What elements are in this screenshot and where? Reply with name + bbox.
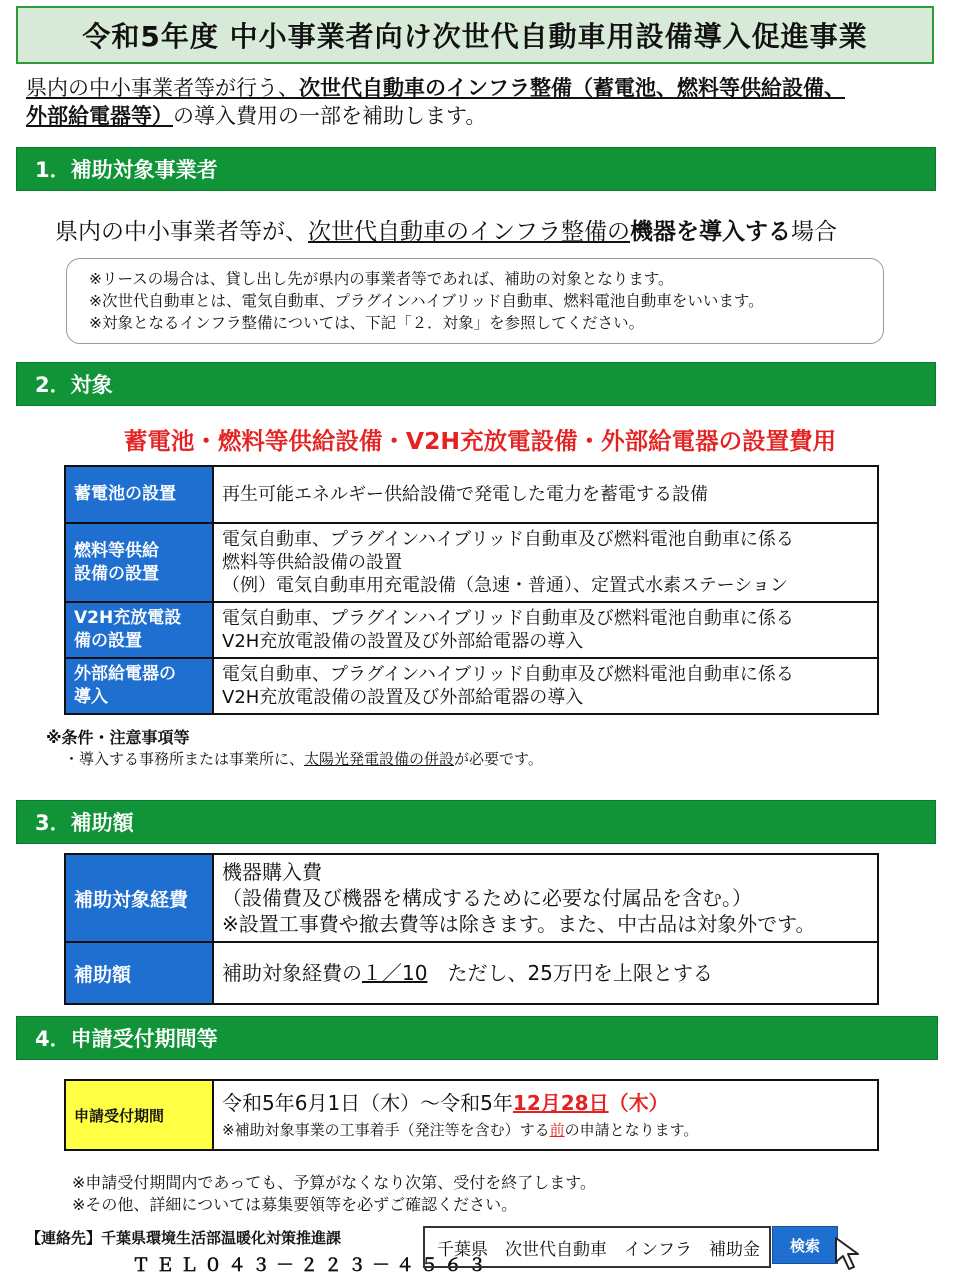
row-label: V2H充放電設 備の設置 bbox=[65, 602, 213, 658]
conditions-text bbox=[64, 748, 543, 769]
note-line: ※対象となるインフラ整備については、下記「２．対象」を参照してください。 bbox=[89, 314, 645, 332]
target-headline: 蓄電池・燃料等供給設備・V2H充放電設備・外部給電器の設置費用 bbox=[123, 427, 837, 455]
row-label: 外部給電器の 導入 bbox=[65, 658, 213, 714]
table-row bbox=[65, 466, 878, 523]
note-part: の申請となります。 bbox=[564, 1121, 699, 1139]
intro-part: 次世代自動車のインフラ整備 bbox=[299, 76, 572, 100]
row-value bbox=[213, 942, 878, 1004]
intro-text bbox=[26, 74, 941, 130]
cond-part: ・導入する事務所または事業所に、 bbox=[64, 750, 305, 768]
period-part: （木） bbox=[608, 1091, 669, 1115]
row-line: ※設置工事費や撤去費等は除きます。また、中古品は対象外です。 bbox=[222, 912, 816, 936]
row-line: 電気自動車、プラグインハイブリッド自動車及び燃料電池自動車に係る bbox=[222, 529, 794, 550]
period-line bbox=[222, 1088, 869, 1118]
section1-description bbox=[55, 213, 837, 246]
row-line: 再生可能エネルギー供給設備で発電した電力を蓄電する設備 bbox=[222, 484, 708, 505]
period-part: 令和5年6月1日（木）～令和5年 bbox=[222, 1091, 513, 1115]
row-line: 機器購入費 bbox=[222, 860, 322, 884]
row-line: 電気自動車、プラグインハイブリッド自動車及び燃料電池自動車に係る bbox=[222, 608, 794, 629]
amount-rate: １／10 bbox=[362, 961, 428, 985]
amount-part: ただし、25万円を上限とする bbox=[427, 961, 713, 985]
row-line: （例）電気自動車用充電設備（急速・普通）、定置式水素ステーション bbox=[222, 575, 788, 596]
row-line: V2H充放電設備の設置及び外部給電器の導入 bbox=[222, 687, 584, 708]
cond-part: 太陽光発電設備の併設 bbox=[304, 750, 455, 768]
section3-heading: 3．補助額 bbox=[16, 800, 936, 844]
row-value bbox=[213, 466, 878, 523]
period-end-date: 12月28日 bbox=[512, 1091, 609, 1115]
note-part: ※補助対象事業の工事着手（発注等を含む）する bbox=[222, 1121, 550, 1139]
search-input[interactable]: 千葉県 次世代自動車 インフラ 補助金 bbox=[423, 1226, 771, 1268]
intro-part: （蓄電池、燃料等供給設備、 bbox=[572, 76, 845, 100]
footnote: ※申請受付期間内であっても、予算がなくなり次第、受付を終了します。 bbox=[72, 1173, 596, 1192]
intro-part: 外部給電器等） bbox=[26, 104, 173, 128]
section1-heading: 1．補助対象事業者 bbox=[16, 147, 936, 191]
row-value bbox=[213, 523, 878, 602]
page-title: 令和5年度 中小事業者向け次世代自動車用設備導入促進事業 bbox=[16, 6, 934, 64]
row-value bbox=[213, 854, 878, 942]
table-row bbox=[65, 523, 878, 602]
period-table bbox=[64, 1079, 879, 1151]
notes-box bbox=[66, 258, 884, 344]
table-row bbox=[65, 602, 878, 658]
intro-part: の導入費用の一部を補助します。 bbox=[173, 104, 487, 128]
row-line: （設備費及び機器を構成するために必要な付属品を含む。） bbox=[222, 886, 752, 910]
section4-heading: 4．申請受付期間等 bbox=[16, 1016, 938, 1060]
note-line: ※リースの場合は、貸し出し先が県内の事業者等であれば、補助の対象となります。 bbox=[89, 270, 674, 288]
row-label: 燃料等供給 設備の設置 bbox=[65, 523, 213, 602]
cond-part: が必要です。 bbox=[454, 750, 543, 768]
table-row bbox=[65, 854, 878, 942]
row-line: 電気自動車、プラグインハイブリッド自動車及び燃料電池自動車に係る bbox=[222, 664, 794, 685]
row-label: 蓄電池の設置 bbox=[65, 466, 213, 523]
row-value bbox=[213, 1080, 878, 1150]
note-part: 前 bbox=[549, 1121, 565, 1139]
intro-part: 県内の中小事業者等が行う、 bbox=[26, 76, 299, 100]
row-line: 燃料等供給設備の設置 bbox=[222, 552, 402, 573]
subsidy-table bbox=[64, 853, 879, 1005]
row-value bbox=[213, 658, 878, 714]
row-value bbox=[213, 602, 878, 658]
s1-part: 県内の中小事業者等が、 bbox=[55, 219, 308, 245]
s1-part: 機器を導入する bbox=[630, 219, 791, 245]
s1-part: 次世代自動車のインフラ整備の bbox=[308, 219, 630, 245]
conditions-title: ※条件・注意事項等 bbox=[46, 728, 190, 747]
contact-label: 【連絡先】千葉県環境生活部温暖化対策推進課 bbox=[26, 1229, 342, 1247]
row-label: 申請受付期間 bbox=[65, 1080, 213, 1150]
footnote: ※その他、詳細については募集要領等を必ずご確認ください。 bbox=[72, 1195, 518, 1214]
table-row bbox=[65, 1080, 878, 1150]
contact-phone: ＴＥＬ０４３－２２３－４５６３ bbox=[132, 1255, 492, 1276]
row-label: 補助対象経費 bbox=[65, 854, 213, 942]
note-line: ※次世代自動車とは、電気自動車、プラグインハイブリッド自動車、燃料電池自動車をいいます。 bbox=[89, 292, 764, 310]
row-line: V2H充放電設備の設置及び外部給電器の導入 bbox=[222, 631, 584, 652]
row-label: 補助額 bbox=[65, 942, 213, 1004]
cursor-icon bbox=[832, 1236, 872, 1278]
s1-part: 場合 bbox=[791, 219, 837, 245]
table-row bbox=[65, 658, 878, 714]
section2-heading: 2．対象 bbox=[16, 362, 936, 406]
amount-part: 補助対象経費の bbox=[222, 961, 362, 985]
search-button[interactable]: 検索 bbox=[772, 1226, 838, 1264]
table-row bbox=[65, 942, 878, 1004]
target-table bbox=[64, 465, 879, 715]
period-note bbox=[222, 1118, 869, 1142]
